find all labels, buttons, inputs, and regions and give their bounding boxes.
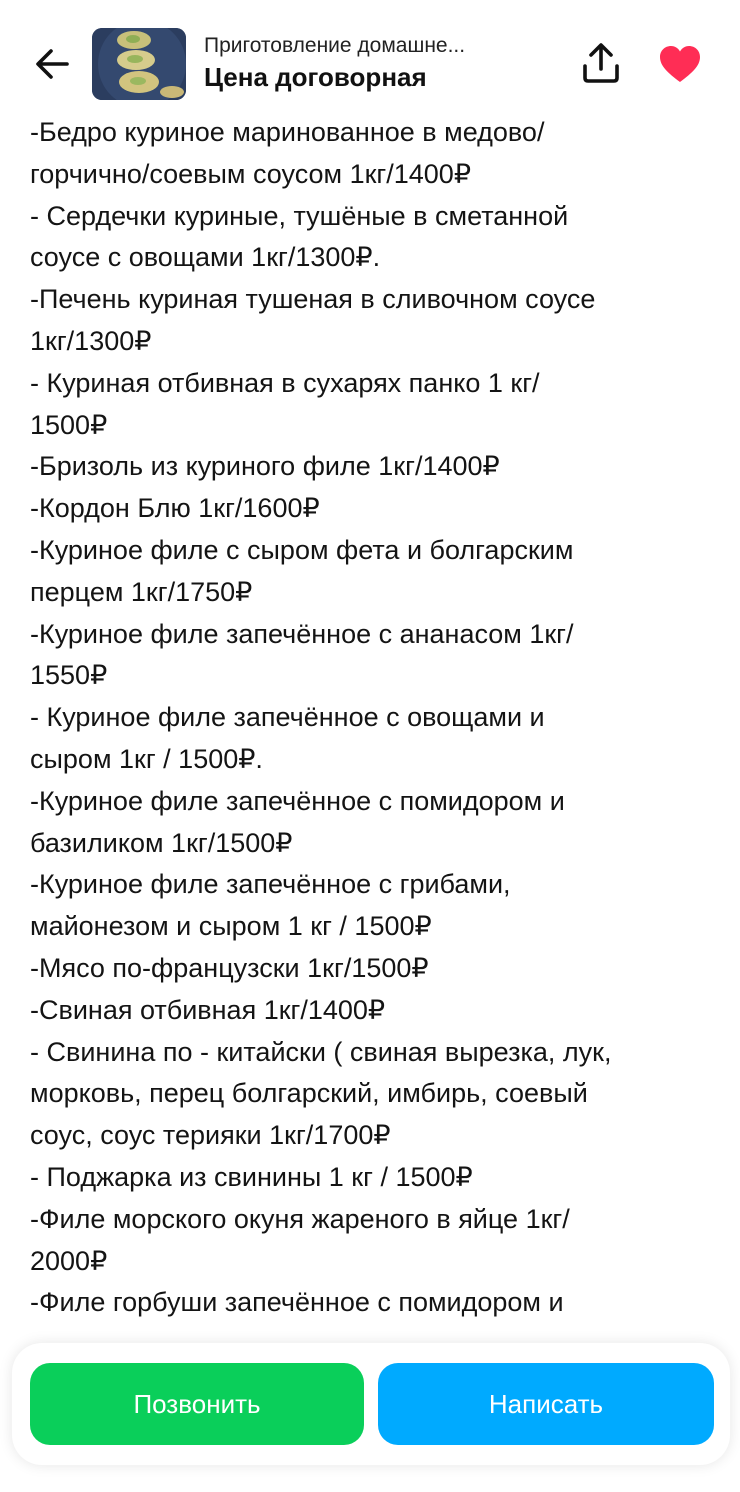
description-line: -Филе морского окуня жареного в яйце 1кг/	[30, 1203, 570, 1234]
description-line: - Поджарка из свинины 1 кг / 1500₽	[30, 1161, 473, 1192]
description-line: 1кг/1300₽	[30, 325, 152, 356]
contact-bar	[12, 1343, 730, 1465]
description-line: -Бедро куриное маринованное в медово/	[30, 117, 545, 147]
description-line: морковь, перец болгарский, имбирь, соевый	[30, 1078, 588, 1109]
arrow-left-icon	[34, 48, 70, 80]
description-line: 2000₽	[30, 1245, 108, 1276]
title-block	[204, 32, 554, 94]
share-button[interactable]	[576, 38, 626, 88]
description-line: горчично/соевым соусом 1кг/1400₽	[30, 158, 472, 189]
write-button[interactable]: Написать	[378, 1363, 714, 1445]
description-line: сыром 1кг / 1500₽.	[30, 743, 263, 774]
description-line: соус, соус терияки 1кг/1700₽	[30, 1120, 391, 1151]
description-line: -Куриное филе запечённое с грибами,	[30, 869, 511, 900]
listing-title: Приготовление домашне...	[204, 34, 466, 57]
description-line: -Куриное филе запечённое с ананасом 1кг/	[30, 618, 574, 649]
description-line: соусе с овощами 1кг/1300₽.	[30, 242, 381, 273]
share-icon	[581, 42, 621, 84]
description-line: - Куриная отбивная в сухарях панко 1 кг/	[30, 367, 540, 398]
description-line: -Филе горбуши запечённое с помидором и	[30, 1287, 564, 1318]
description-line: -Мясо по-французски 1кг/1500₽	[30, 952, 429, 983]
favorite-button[interactable]	[654, 40, 706, 88]
description-line: -Кордон Блю 1кг/1600₽	[30, 493, 320, 524]
description-line: -Бризоль из куриного филе 1кг/1400₽	[30, 451, 500, 482]
listing-description	[30, 112, 720, 1322]
description-line: -Куриное филе запечённое с помидором и	[30, 785, 565, 816]
listing-price: Цена договорная	[204, 62, 427, 92]
back-button[interactable]	[26, 40, 78, 88]
description-line: - Свинина по - китайски ( свиная вырезка, лук,	[30, 1036, 612, 1067]
top-bar	[0, 0, 740, 120]
call-button[interactable]: Позвонить	[30, 1363, 364, 1445]
description-line: - Сердечки куриные, тушёные в сметанной	[30, 200, 569, 231]
description-line: базиликом 1кг/1500₽	[30, 827, 293, 858]
description-line: -Свиная отбивная 1кг/1400₽	[30, 994, 386, 1025]
description-line: майонезом и сыром 1 кг / 1500₽	[30, 911, 432, 942]
description-line: перцем 1кг/1750₽	[30, 576, 253, 607]
description-line: -Печень куриная тушеная в сливочном соусе	[30, 284, 596, 315]
description-line: 1550₽	[30, 660, 108, 691]
description-line: -Куриное филе с сыром фета и болгарским	[30, 534, 574, 565]
heart-icon	[658, 44, 702, 84]
food-photo	[92, 28, 186, 100]
description-line: - Куриное филе запечённое с овощами и	[30, 702, 545, 733]
listing-thumbnail[interactable]	[92, 28, 186, 100]
description-line: 1500₽	[30, 409, 108, 440]
